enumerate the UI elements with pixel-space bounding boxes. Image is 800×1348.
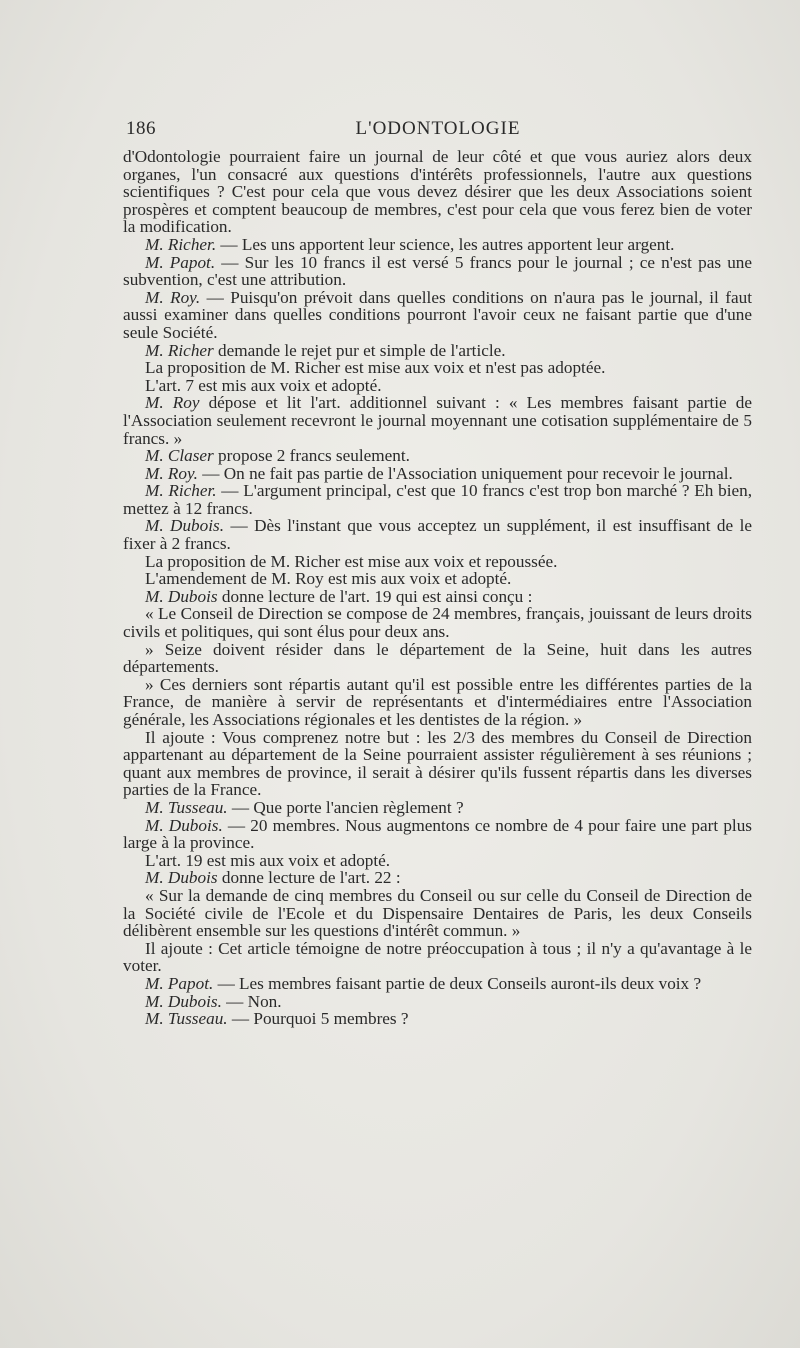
paragraph-text: — Pourquoi 5 membres ? xyxy=(227,1009,409,1029)
paragraph xyxy=(123,482,752,517)
paragraph xyxy=(123,869,752,887)
paragraph xyxy=(123,570,752,588)
paragraph xyxy=(123,676,752,729)
paragraph-text: L'amendement de M. Roy est mis aux voix et adopté. xyxy=(145,569,512,589)
paragraph xyxy=(123,605,752,640)
speaker-name: M. Dubois xyxy=(145,868,218,888)
paragraph-text: — L'argument principal, c'est que 10 francs c'est trop bon marché ? Eh bien, mettez à 12 francs. xyxy=(123,481,752,518)
paragraph-text: La proposition de M. Richer est mise aux voix et repoussée. xyxy=(145,551,558,571)
paragraph xyxy=(123,729,752,799)
speaker-name: M. Richer. xyxy=(145,234,217,254)
paragraph-text: — Non. xyxy=(221,991,282,1011)
paragraph xyxy=(123,817,752,852)
paragraph xyxy=(123,852,752,870)
paragraph-text: « Le Conseil de Direction se compose de 24 membres, français, jouissant de leurs droits civils et politiques, qui sont élus pour deux ans. xyxy=(123,604,752,642)
speaker-name: M. Richer. xyxy=(145,481,217,501)
paragraph xyxy=(123,993,752,1011)
paragraph xyxy=(123,588,752,606)
paragraph-text: L'art. 19 est mis aux voix et adopté. xyxy=(145,850,391,870)
paragraph-text: donne lecture de l'art. 22 : xyxy=(217,868,401,888)
paragraph-text: — Dès l'instant que vous acceptez un supplément, il est insuffisant de le fixer à 2 francs. xyxy=(123,516,752,554)
paragraph xyxy=(123,359,752,377)
paragraph xyxy=(123,517,752,552)
paragraph-text: propose 2 francs seulement. xyxy=(213,446,410,466)
paragraph-text: La proposition de M. Richer est mise aux voix et n'est pas adoptée. xyxy=(145,358,606,378)
paragraph xyxy=(123,377,752,395)
speaker-name: M. Tusseau. xyxy=(145,1009,228,1029)
paragraph xyxy=(123,254,752,289)
speaker-name: M. Dubois. xyxy=(145,516,225,536)
paragraph-text: — Les uns apportent leur science, les autres apportent leur argent. xyxy=(216,234,675,254)
paragraph xyxy=(123,394,752,447)
paragraph-text: — Que porte l'ancien règlement ? xyxy=(227,797,464,817)
paragraph-text: « Sur la demande de cinq membres du Conseil ou sur celle du Conseil de Direction de la Société civile de l'Ecole et du Dispensaire Dentaires de Paris, les deux Conseils délibèrent ensemble sur les questions d'intérêt commun. » xyxy=(123,885,752,941)
paragraph xyxy=(123,1010,752,1028)
paragraph-text: » Ces derniers sont répartis autant qu'il est possible entre les différentes parties de la France, de manière à servir de représentants et d'intermédiaires entre l'Association générale, les Associations régionales et les dentistes de la région. » xyxy=(123,674,752,729)
page-number: 186 xyxy=(126,118,156,139)
paragraph xyxy=(123,975,752,993)
paragraph xyxy=(123,447,752,465)
running-title: L'ODONTOLOGIE xyxy=(355,118,521,139)
paragraph xyxy=(123,342,752,360)
paragraph-text: — 20 membres. Nous augmentons ce nombre de 4 pour faire une part plus large à la province. xyxy=(123,815,752,853)
speaker-name: M. Roy xyxy=(145,393,200,413)
body-text xyxy=(123,148,752,1028)
paragraph-text: — Sur les 10 francs il est versé 5 francs pour le journal ; ce n'est pas une subvention, c'est une attribution. xyxy=(123,252,753,290)
speaker-name: M. Claser xyxy=(145,446,214,466)
speaker-name: M. Papot. xyxy=(145,973,214,993)
speaker-name: M. Dubois. xyxy=(145,815,223,835)
paragraph xyxy=(123,553,752,571)
paragraph-text: Il ajoute : Cet article témoigne de notre préoccupation à tous ; il n'y a qu'avantage à le voter. xyxy=(123,938,752,976)
speaker-name: M. Tusseau. xyxy=(145,797,228,817)
paragraph-text: dépose et lit l'art. additionnel suivant : « Les membres faisant partie de l'Association seulement recevront le journal moyennant une cotisation supplémentaire de 5 francs. » xyxy=(123,393,752,448)
paragraph xyxy=(123,289,752,342)
page-header xyxy=(126,118,750,142)
paragraph xyxy=(123,641,752,676)
paragraph-text: Il ajoute : Vous comprenez notre but : les 2/3 des membres du Conseil de Direction appartenant au département de la Seine pourraient assister régulièrement à ses réunions ; quant aux membres de province, il serait à désirer qu'ils fussent répartis dans les diverses parties de la France. xyxy=(123,727,752,800)
paragraph-text: » Seize doivent résider dans le département de la Seine, huit dans les autres départements. xyxy=(123,639,752,677)
paragraph-text: d'Odontologie pourraient faire un journal de leur côté et que vous auriez alors deux organes, l'un consacré aux questions d'intérêts professionnels, l'autre aux questions scientifiques ? C'est pour cela que vous devez désirer que les deux Associations soient prospères et comptent beaucoup de membres, c'est pour cela que vous ferez bien de voter la modification. xyxy=(123,147,752,237)
speaker-name: M. Dubois. xyxy=(145,991,222,1011)
paragraph-text: — On ne fait pas partie de l'Association uniquement pour recevoir le journal. xyxy=(197,463,733,483)
paragraph xyxy=(123,465,752,483)
paragraph xyxy=(123,148,752,236)
paragraph xyxy=(123,940,752,975)
paragraph-text: — Les membres faisant partie de deux Conseils auront-ils deux voix ? xyxy=(213,973,702,993)
speaker-name: M. Dubois xyxy=(145,586,218,606)
paragraph xyxy=(123,236,752,254)
paragraph xyxy=(123,887,752,940)
speaker-name: M. Roy. xyxy=(145,287,201,307)
paragraph-text: — Puisqu'on prévoit dans quelles conditions on n'aura pas le journal, il faut aussi examiner dans quelles conditions pourront l'avoir ceux ne faisant partie que d'une seule Société. xyxy=(123,287,753,342)
speaker-name: M. Roy. xyxy=(145,463,198,483)
paragraph-text: L'art. 7 est mis aux voix et adopté. xyxy=(145,375,382,395)
speaker-name: M. Richer xyxy=(145,340,214,360)
paragraph-text: donne lecture de l'art. 19 qui est ainsi conçu : xyxy=(217,586,533,606)
paragraph xyxy=(123,799,752,817)
speaker-name: M. Papot. xyxy=(145,252,216,272)
paragraph-text: demande le rejet pur et simple de l'article. xyxy=(213,340,506,360)
